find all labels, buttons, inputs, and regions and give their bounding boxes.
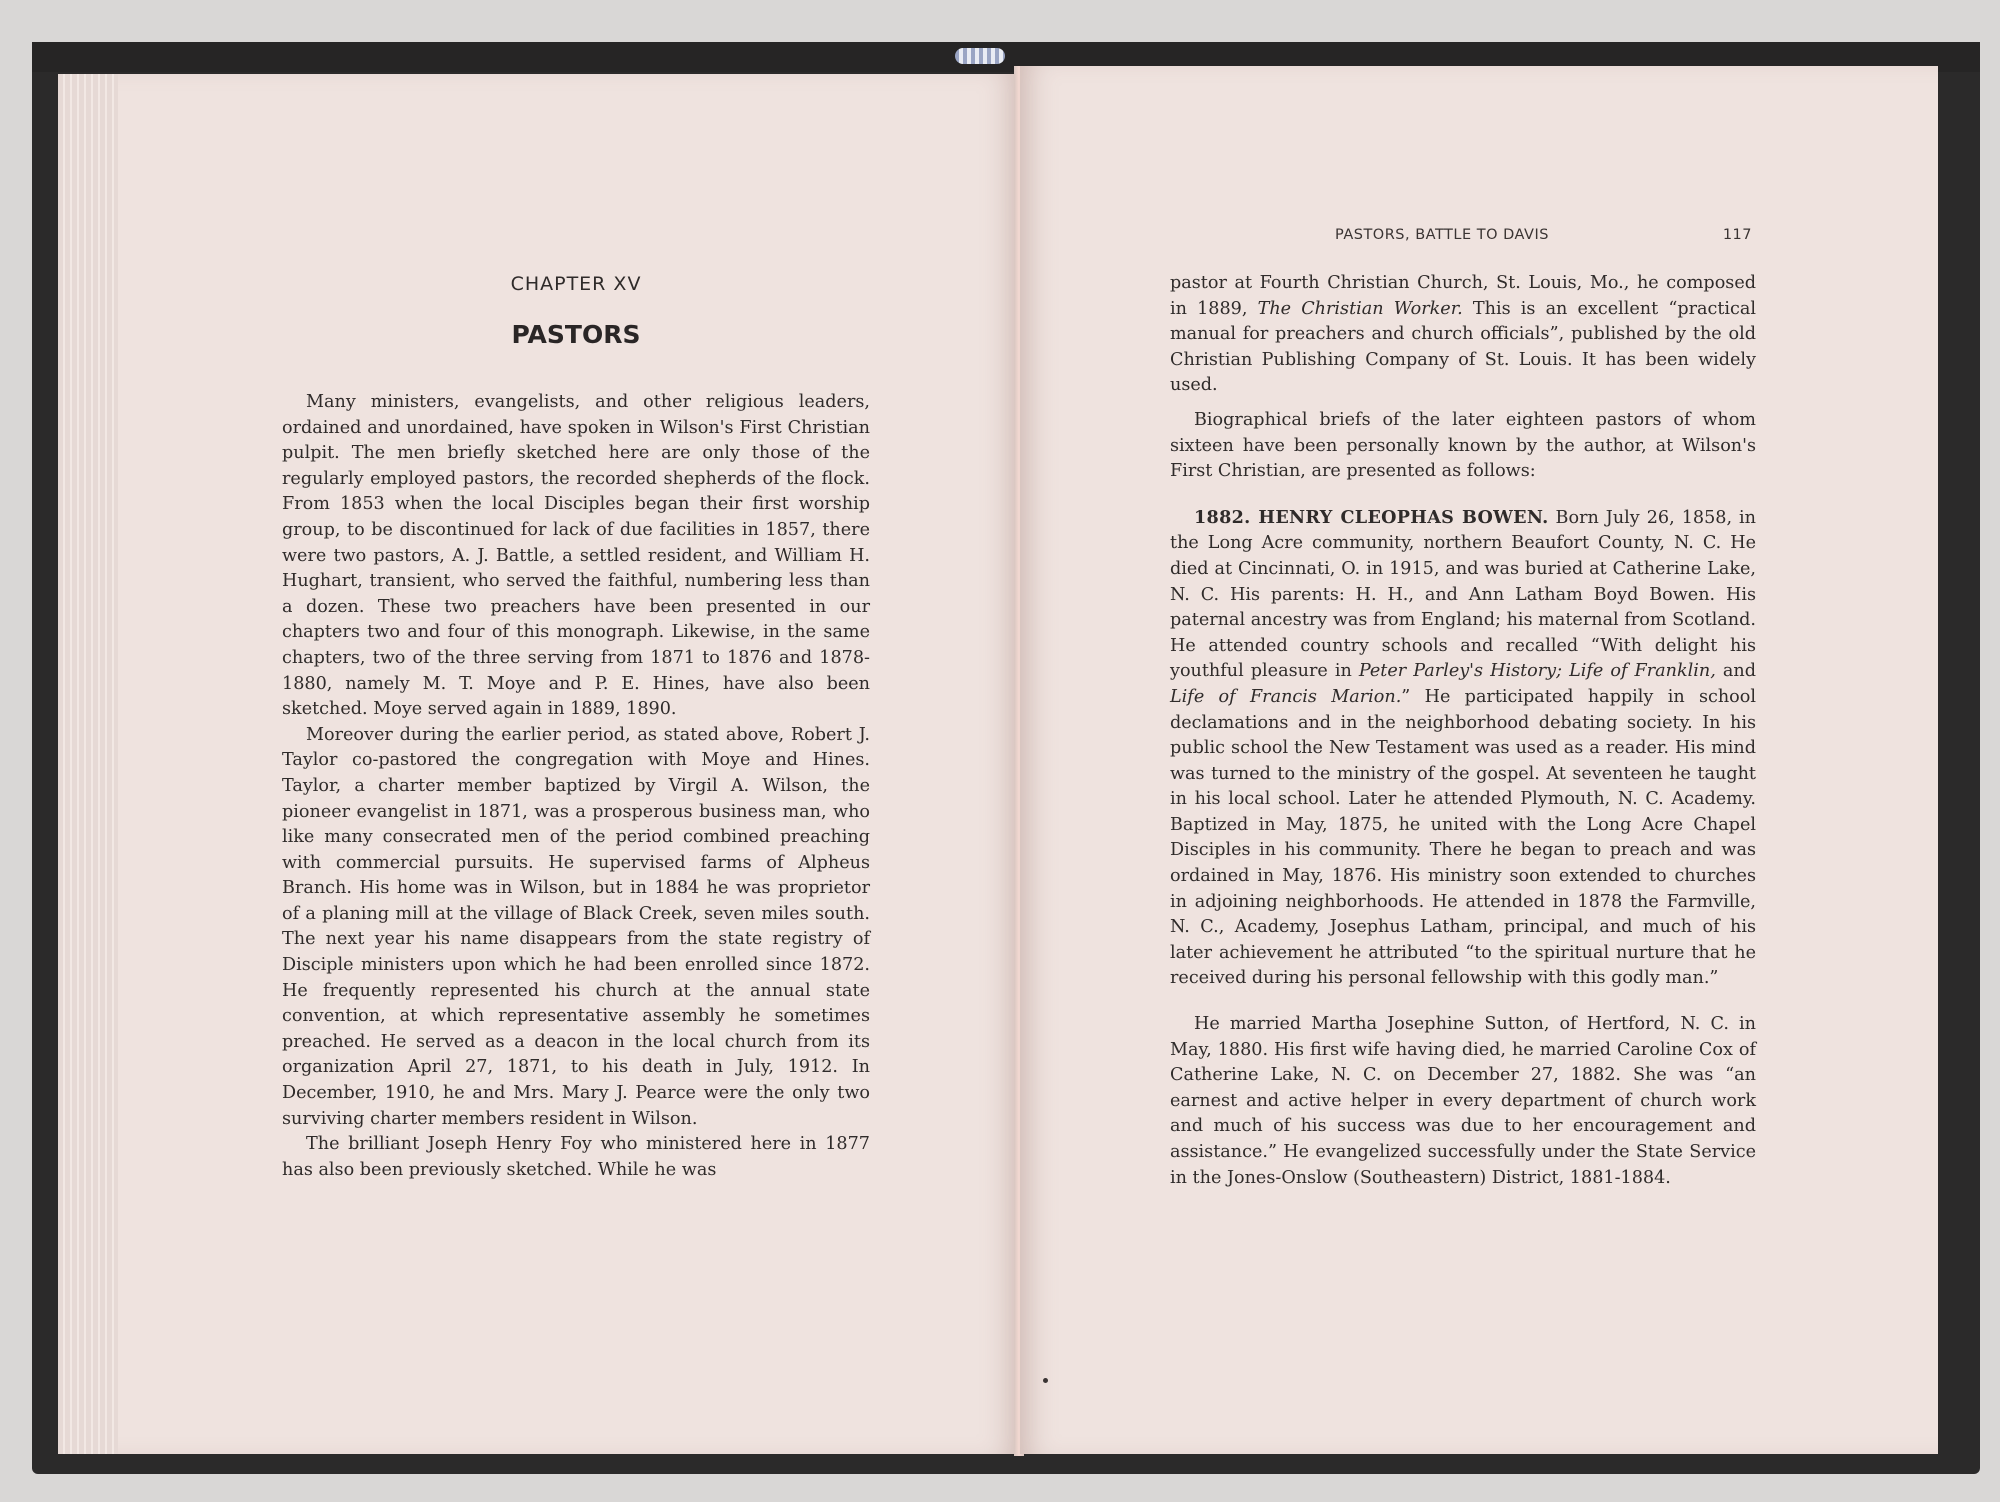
book-title: Life of Francis Marion. <box>1170 686 1402 707</box>
paragraph: Moreover during the earlier period, as stated above, Robert J. Taylor co-pastored the congregation with Moye and Hines. Taylor, a charter member baptized by Virgil A. Wilson, the pioneer evangelist in 1871, was a prosperous business man, who like many consecrated men of the period combined preaching with commercial pursuits. He supervised farms of Alpheus Branch. His home was in Wilson, but in 1884 he was proprietor of a planing mill at the village of Black Creek, seven miles south. The next year his name disappears from the state registry of Disciple ministers upon which he had been enrolled since 1872. He frequently represented his church at the annual state convention, at which representative assembly he sometimes preached. He served as a deacon in the local church from its organization April 27, 1871, to his death in July, 1912. In December, 1910, he and Mrs. Mary J. Pearce were the only two surviving charter members resident in Wilson. <box>282 724 870 1129</box>
spine-headband <box>955 48 1005 64</box>
book-title: Peter Parley's History; Life of Franklin, <box>1358 661 1716 682</box>
paragraph: Biographical briefs of the later eighteen pastors of whom sixteen have been personally known by the author, at Wilson's First Christian, are presented as follows: <box>1170 409 1756 482</box>
chapter-title: PASTORS <box>511 320 641 349</box>
paragraph: pastor at Fourth Christian Church, St. Louis, Mo., he composed in 1889, The Christian Worker. This is an excellent “practical manual for preachers and church officials”, published by the old Christian Publishing Company of St. Louis. It has been widely used. <box>1170 273 1757 396</box>
left-page-body <box>282 390 870 1183</box>
right-page-body <box>1170 271 1756 1191</box>
entry-heading: 1882. HENRY CLEOPHAS BOWEN. <box>1194 506 1549 528</box>
paragraph: Many ministers, evangelists, and other religious leaders, ordained and unordained, have spoken in Wilson's First Christian pulpit. The men briefly sketched here are only those of the regularly employed pastors, the recorded shepherds of the flock. From 1853 when the local Disciples began their first worship group, to be discontinued for lack of due facilities in 1857, there were two pastors, A. J. Battle, a settled resident, and William H. Hughart, transient, who served the faithful, numbering less than a dozen. These two preachers have been presented in our chapters two and four of this monograph. Likewise, in the same chapters, two of the three serving from 1871 to 1876 and 1878-1880, namely M. T. Moye and P. E. Hines, have also been sketched. Moye served again in 1889, 1890. <box>282 392 870 720</box>
paragraph: The brilliant Joseph Henry Foy who ministered here in 1877 has also been previously sketched. While he was <box>282 1134 870 1180</box>
book-title: The Christian Worker. <box>1257 298 1463 319</box>
chapter-label: CHAPTER XV <box>510 273 642 295</box>
page-number: 117 <box>1722 227 1752 243</box>
paragraph: He married Martha Josephine Sutton, of Hertford, N. C. in May, 1880. His first wife having died, he married Caroline Cox of Catherine Lake, N. C. on December 27, 1882. She was “an earnest and active helper in every department of church work and much of his success was due to her encouragement and assistance.” He evangelized successfully under the State Service in the Jones-Onslow (Southeastern) District, 1881-1884. <box>1170 1014 1756 1188</box>
page-speck <box>1043 1378 1048 1383</box>
page-stack-edge <box>58 74 118 1454</box>
running-head-title: PASTORS, BATTLE TO DAVIS <box>1335 227 1549 243</box>
paragraph: 1882. HENRY CLEOPHAS BOWEN. Born July 26, 1858, in the Long Acre community, northern Beaufort County, N. C. He died at Cincinnati, O. in 1915, and was buried at Catherine Lake, N. C. His parents: H. H., and Ann Latham Boyd Bowen. His paternal ancestry was from England; his maternal from Scotland. He attended country schools and recalled “With delight his youthful pleasure in Peter Parley's History; Life of Franklin, and Life of Francis Marion.” He participated happily in school declamations and in the neighborhood debating society. In his public school the New Testament was used as a reader. His mind was turned to the ministry of the gospel. At seventeen he taught in his local school. Later he attended Plymouth, N. C. Academy. Baptized in May, 1875, he united with the Long Acre Chapel Disciples in his community. There he began to preach and was ordained in May, 1876. His ministry soon extended to churches in adjoining neighborhoods. He attended in 1878 the Farmville, N. C., Academy, Josephus Latham, principal, and much of his later achievement he attributed “to the spiritual nurture that he received during his personal fellowship with this godly man.” <box>1170 506 1756 989</box>
